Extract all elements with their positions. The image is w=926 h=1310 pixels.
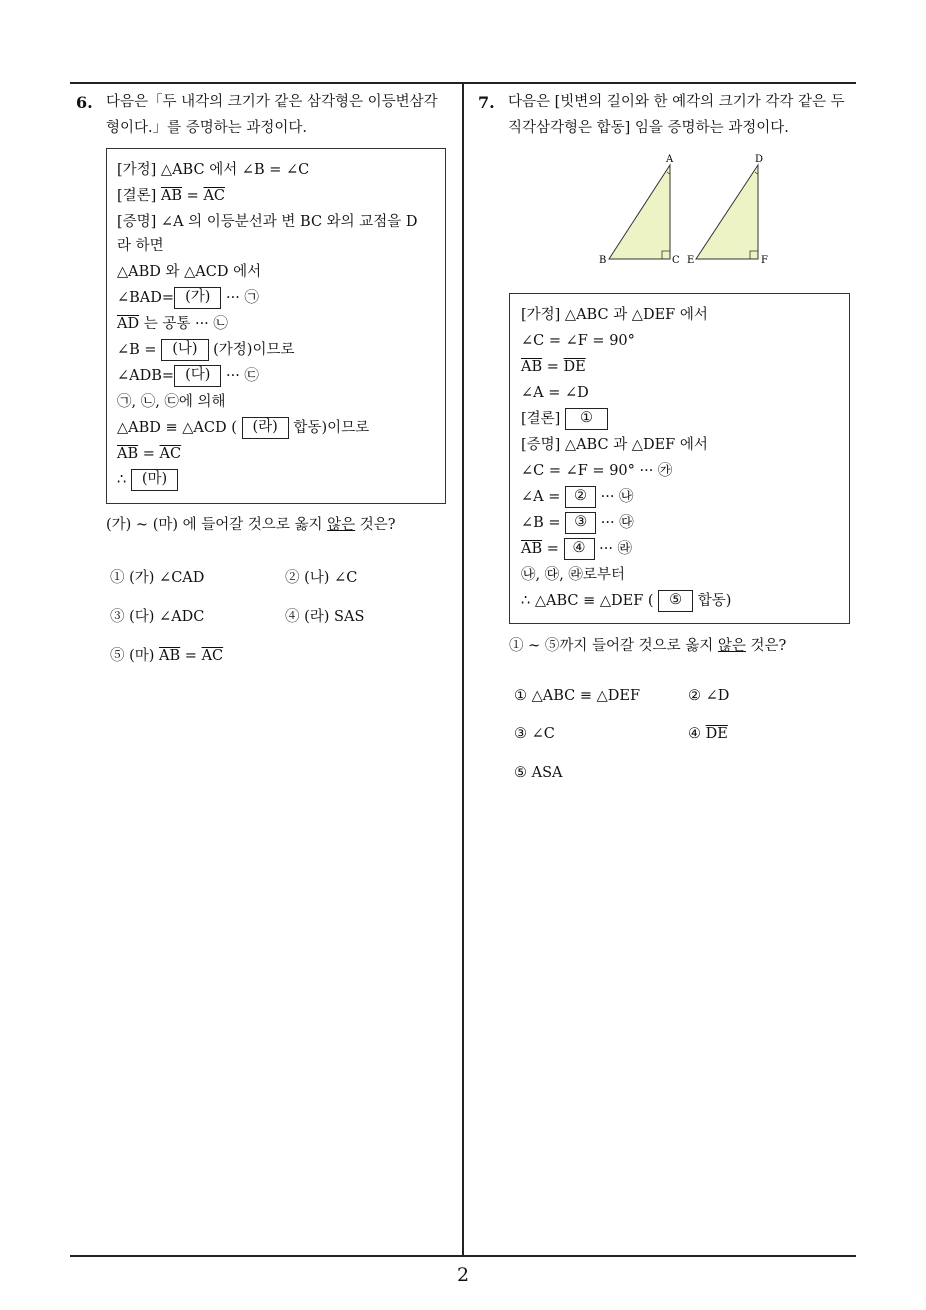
q7-choice-4[interactable]: ④ $\overline{DE}$ xyxy=(688,726,728,742)
triangle-def xyxy=(696,165,758,259)
q6-proof-line: [증명] ∠A 의 이등분선과 변 BC 와의 교점을 D xyxy=(117,214,418,230)
q6-proof-line: ∠B = (나) (가정)이므로 xyxy=(117,338,294,362)
q7-choice-2[interactable]: ② ∠D xyxy=(688,688,730,704)
blank-5: ⑤ xyxy=(658,590,693,612)
q6-choice-1[interactable]: ① (가) ∠CAD xyxy=(110,570,205,586)
blank-na: (나) xyxy=(161,339,208,361)
q6-proof-line: 라 하면 xyxy=(117,238,164,254)
q7-proof-line: ∠B = ③ ··· ㉰ xyxy=(521,511,634,535)
q7-prompt-line1: 다음은 [빗변의 길이와 한 예각의 크기가 각각 같은 두 xyxy=(508,94,845,110)
label-c: C xyxy=(672,255,680,266)
label-f: F xyxy=(761,255,768,266)
blank-2: ② xyxy=(565,486,596,508)
q7-proof-line: [증명] △ABC 과 △DEF 에서 xyxy=(521,437,708,453)
q6-proof-line: ㉠, ㉡, ㉢에 의해 xyxy=(117,394,226,410)
q7-triangles-figure xyxy=(590,150,780,268)
blank-ra: (라) xyxy=(242,417,289,439)
q6-prompt-line2: 형이다.」를 증명하는 과정이다. xyxy=(106,120,308,136)
q7-proof-line: ∠A = ② ··· ㉯ xyxy=(521,485,634,509)
label-e: E xyxy=(687,255,695,266)
q6-choice-4[interactable]: ④ (라) SAS xyxy=(285,609,365,625)
q7-proof-line: [가정] △ABC 과 △DEF 에서 xyxy=(521,307,708,323)
q7-proof-line: ㉯, ㉰, ㉱로부터 xyxy=(521,567,625,583)
blank-3: ③ xyxy=(565,512,596,534)
blank-4: ④ xyxy=(564,538,595,560)
q7-choice-3[interactable]: ③ ∠C xyxy=(514,726,555,742)
q6-choice-2[interactable]: ② (나) ∠C xyxy=(285,570,358,586)
q7-choice-5[interactable]: ⑤ ASA xyxy=(514,765,563,781)
q6-proof-line: [가정] △ABC 에서 ∠B = ∠C xyxy=(117,162,310,178)
q6-question: (가) ~ (마) 에 들어갈 것으로 옳지 않은 것은? xyxy=(106,517,396,533)
label-d: D xyxy=(755,154,764,165)
q6-proof-box xyxy=(106,148,446,504)
q7-proof-line: ∠C = ∠F = 90° ··· ㉮ xyxy=(521,463,673,479)
q7-question: ① ~ ⑤까지 들어갈 것으로 옳지 않은 것은? xyxy=(509,638,787,654)
triangle-abc xyxy=(609,165,670,259)
q6-proof-line: △ABD ≡ △ACD ( (라) 합동)이므로 xyxy=(117,416,369,440)
blank-1: ① xyxy=(565,408,608,430)
q6-choice-3[interactable]: ③ (다) ∠ADC xyxy=(110,609,205,625)
q7-proof-line: ∠C = ∠F = 90° xyxy=(521,333,635,349)
q7-proof-line: $\overline{AB}$ = ④ ··· ㉱ xyxy=(521,537,632,561)
q6-proof-line: [결론] $\overline{AB} = \overline{AC}$ xyxy=(117,188,226,204)
q7-number: 7. xyxy=(478,93,495,112)
label-a: A xyxy=(666,154,674,165)
blank-da: (다) xyxy=(174,365,221,387)
blank-ma: (마) xyxy=(131,469,178,491)
label-b: B xyxy=(599,255,607,266)
q7-prompt-line2: 직각삼각형은 합동] 임을 증명하는 과정이다. xyxy=(508,120,789,136)
q7-choice-1[interactable]: ① △ABC ≡ △DEF xyxy=(514,688,641,704)
page-number: 2 xyxy=(456,1264,470,1286)
q7-proof-line: ∴ △ABC ≡ △DEF ( ⑤ 합동) xyxy=(521,589,731,613)
q6-proof-line: ∠ADB= (다) ··· ㉢ xyxy=(117,364,259,388)
q6-choice-5[interactable]: ⑤ (마) $\overline{AB} = \overline{AC}$ xyxy=(110,648,224,664)
q7-proof-line: [결론] ① xyxy=(521,407,608,431)
blank-ga: (가) xyxy=(174,287,221,309)
q6-proof-line: $\overline{AD}$ 는 공통 ··· ㉡ xyxy=(117,316,228,332)
column-divider xyxy=(462,82,464,1256)
q6-prompt-line1: 다음은「두 내각의 크기가 같은 삼각형은 이등변삼각 xyxy=(106,94,438,110)
q6-proof-line: △ABD 와 △ACD 에서 xyxy=(117,264,262,280)
q7-proof-line: ∠A = ∠D xyxy=(521,385,589,401)
q7-proof-line: $\overline{AB} = \overline{DE}$ xyxy=(521,359,586,375)
q6-proof-line: ∴ (마) xyxy=(117,468,178,492)
q6-proof-line: ∠BAD= (가) ··· ㉠ xyxy=(117,286,259,310)
bottom-rule xyxy=(70,1255,856,1257)
q6-number: 6. xyxy=(76,93,93,112)
q7-proof-box xyxy=(509,293,850,624)
q6-proof-line: $\overline{AB} = \overline{AC}$ xyxy=(117,446,182,462)
